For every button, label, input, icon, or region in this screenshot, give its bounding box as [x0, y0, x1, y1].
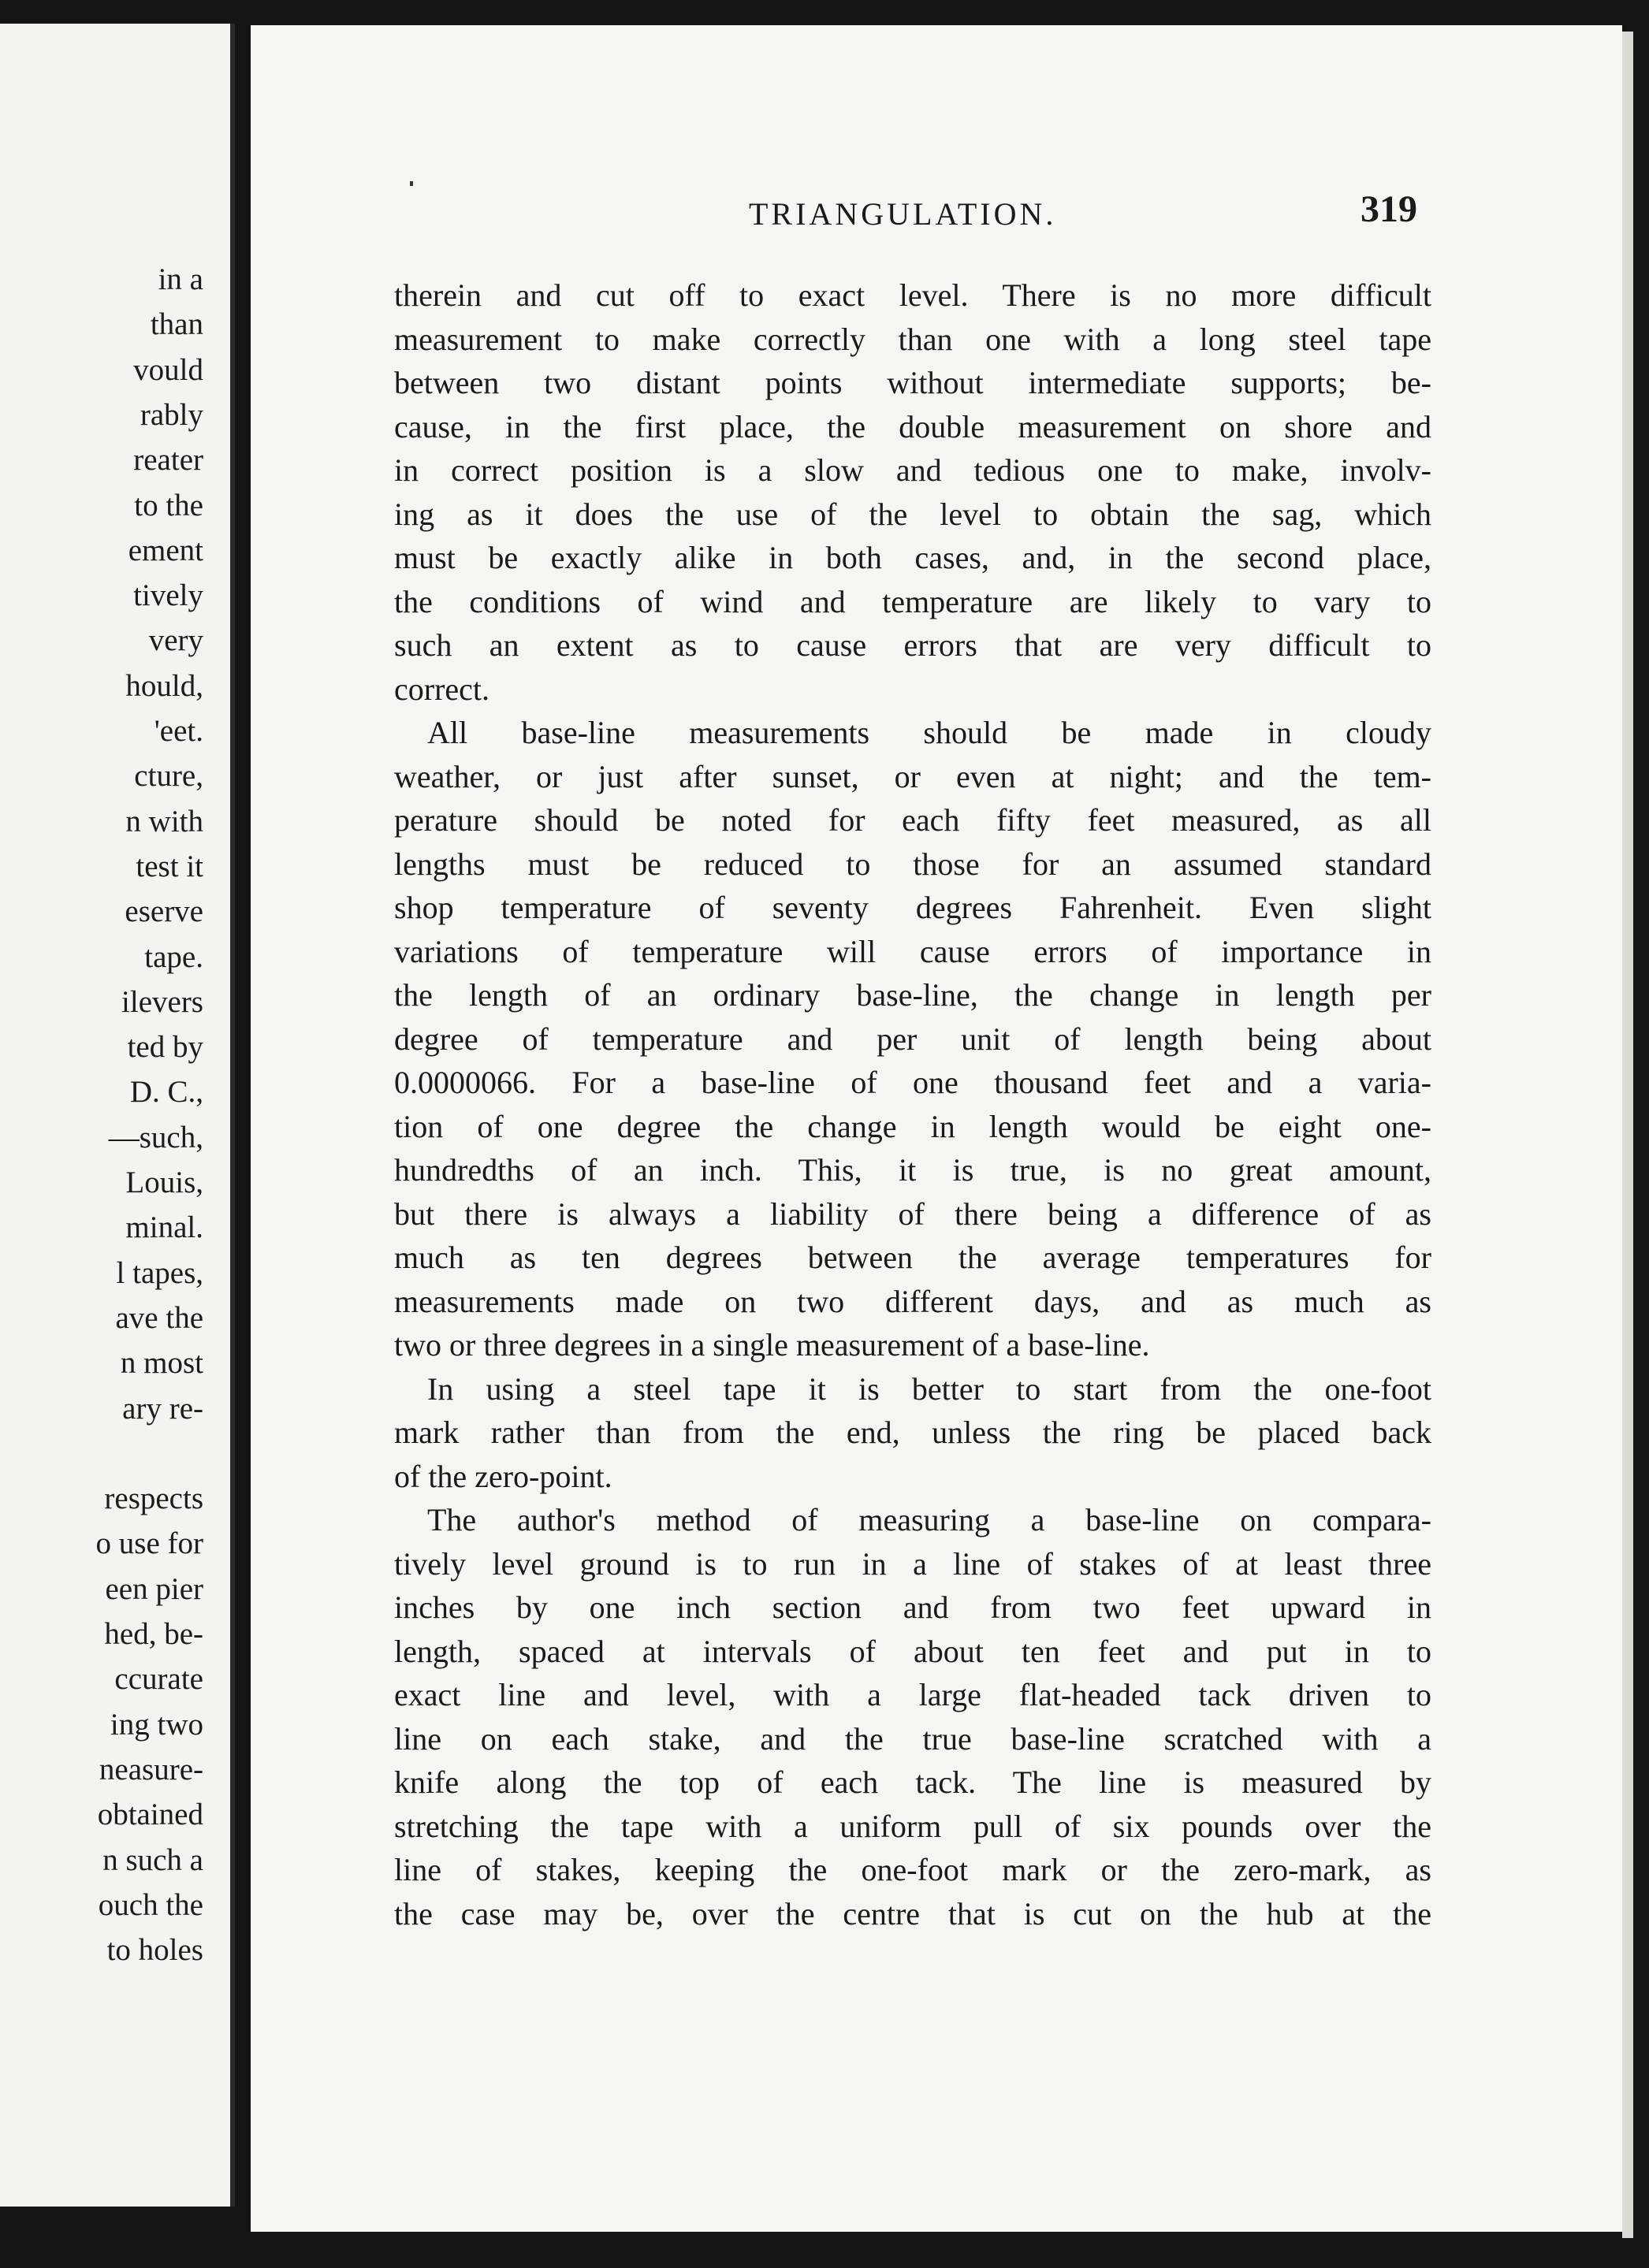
- running-header: TRIANGULATION.: [749, 196, 1057, 232]
- body-line: All base-line measurements should be made in cloudy: [427, 715, 1431, 750]
- left-page-line: ing two: [110, 1707, 203, 1742]
- body-line: tively level ground is to run in a line of stakes of at least three: [394, 1545, 1431, 1582]
- book-gutter: [230, 24, 235, 2207]
- body-line: two or three degrees in a single measurement of a base-line.: [394, 1327, 1150, 1363]
- left-page-fragment: [0, 24, 235, 2207]
- left-page-line: Louis,: [125, 1166, 203, 1199]
- left-page-line: n most: [120, 1346, 203, 1381]
- left-page-line: minal.: [125, 1210, 203, 1245]
- body-line: between two distant points without intermediate supports; be-: [394, 365, 1431, 400]
- left-page-line: cture,: [134, 759, 203, 794]
- left-page-line: tape.: [144, 939, 203, 974]
- body-line: measurements made on two different days, and as much as: [394, 1283, 1431, 1319]
- left-page-line: 'eet.: [154, 714, 203, 748]
- left-page-line: ted by: [127, 1030, 203, 1065]
- body-line: such an extent as to cause errors that are very difficult to: [394, 627, 1431, 663]
- body-line: weather, or just after sunset, or even at night; and the tem-: [394, 758, 1431, 794]
- body-line: lengths must be reduced to those for an assumed standard: [394, 846, 1431, 882]
- body-line: In using a steel tape it is better to start from the one-foot: [427, 1370, 1431, 1407]
- left-page-line: ccurate: [114, 1662, 203, 1697]
- body-line: ing as it does the use of the level to obtain the sag, which: [394, 496, 1431, 532]
- left-page-line: n such a: [102, 1842, 203, 1877]
- body-line: mark rather than from the end, unless the ring be placed back: [394, 1415, 1431, 1450]
- body-line: exact line and level, with a large flat-headed tack driven to: [394, 1677, 1431, 1712]
- left-page-line: eserve: [125, 894, 203, 929]
- left-page-line: ilevers: [121, 984, 203, 1019]
- left-page-line: vould: [133, 352, 203, 387]
- ink-speck: [410, 181, 413, 186]
- left-page-line: rably: [140, 397, 203, 432]
- body-line: of the zero-point.: [394, 1458, 612, 1494]
- body-line: The author's method of measuring a base-line on compara-: [427, 1502, 1431, 1537]
- body-line: much as ten degrees between the average temperatures for: [394, 1240, 1431, 1275]
- body-line: stretching the tape with a uniform pull of six pounds over the: [394, 1808, 1431, 1844]
- body-line: but there is always a liability of there being a difference of as: [394, 1195, 1431, 1232]
- left-page-line: than: [150, 307, 203, 342]
- left-page-line: hed, be-: [104, 1617, 203, 1651]
- body-line: the case may be, over the centre that is cut on the hub at the: [394, 1895, 1431, 1932]
- left-page-line: to holes: [106, 1933, 203, 1968]
- left-page-line: test it: [136, 849, 203, 883]
- body-line: variations of temperature will cause errors of importance in: [394, 933, 1431, 969]
- body-line: perature should be noted for each fifty feet measured, as all: [394, 802, 1431, 838]
- left-page-line: obtained: [97, 1798, 203, 1832]
- left-page-line: n with: [125, 804, 203, 838]
- left-page-line: very: [148, 623, 203, 658]
- page-number: 319: [1361, 188, 1417, 230]
- body-line: in correct position is a slow and tedious one to make, involv-: [394, 452, 1431, 488]
- left-page-line: o use for: [95, 1526, 203, 1561]
- body-line: hundredths of an inch. This, it is true, is no great amount,: [394, 1152, 1431, 1188]
- left-page-line: ave the: [115, 1300, 203, 1335]
- left-page-line: reater: [133, 443, 203, 478]
- left-page-line: in a: [158, 262, 203, 296]
- body-line: tion of one degree the change in length would be eight one-: [394, 1108, 1431, 1144]
- left-page-line: respects: [104, 1482, 203, 1516]
- body-line: length, spaced at intervals of about ten feet and put in to: [394, 1633, 1431, 1669]
- body-line: line of stakes, keeping the one-foot mark or the zero-mark, as: [394, 1852, 1431, 1887]
- left-page-line: hould,: [125, 668, 203, 703]
- body-line: therein and cut off to exact level. There is no more difficult: [394, 277, 1431, 313]
- body-line: correct.: [394, 671, 490, 707]
- body-line: measurement to make correctly than one with a long steel tape: [394, 321, 1431, 357]
- page: [251, 25, 1622, 2232]
- left-page-line: —such,: [108, 1120, 203, 1154]
- body-line: knife along the top of each tack. The line is measured by: [394, 1764, 1431, 1800]
- body-line: the conditions of wind and temperature are likely to vary to: [394, 583, 1431, 619]
- left-page-line: D. C.,: [129, 1075, 203, 1110]
- body-line: the length of an ordinary base-line, the change in length per: [394, 977, 1431, 1013]
- left-page-line: neasure-: [99, 1752, 203, 1787]
- left-page-line: l tapes,: [116, 1255, 203, 1290]
- body-line: shop temperature of seventy degrees Fahrenheit. Even slight: [394, 890, 1431, 925]
- body-line: inches by one inch section and from two feet upward in: [394, 1589, 1431, 1625]
- left-page-line: ary re-: [122, 1391, 203, 1426]
- left-page-line: to the: [134, 488, 203, 522]
- left-page-line: tively: [133, 578, 203, 613]
- left-page-line: een pier: [105, 1571, 203, 1606]
- body-line: must be exactly alike in both cases, and, in the second place,: [394, 540, 1431, 575]
- left-page-line: ement: [128, 533, 203, 567]
- body-line: line on each stake, and the true base-line scratched with a: [394, 1720, 1431, 1757]
- body-line: degree of temperature and per unit of length being about: [394, 1021, 1431, 1057]
- body-line: 0.0000066. For a base-line of one thousand feet and a varia-: [394, 1065, 1431, 1100]
- left-page-line: ouch the: [98, 1887, 203, 1922]
- body-line: cause, in the first place, the double measurement on shore and: [394, 408, 1431, 444]
